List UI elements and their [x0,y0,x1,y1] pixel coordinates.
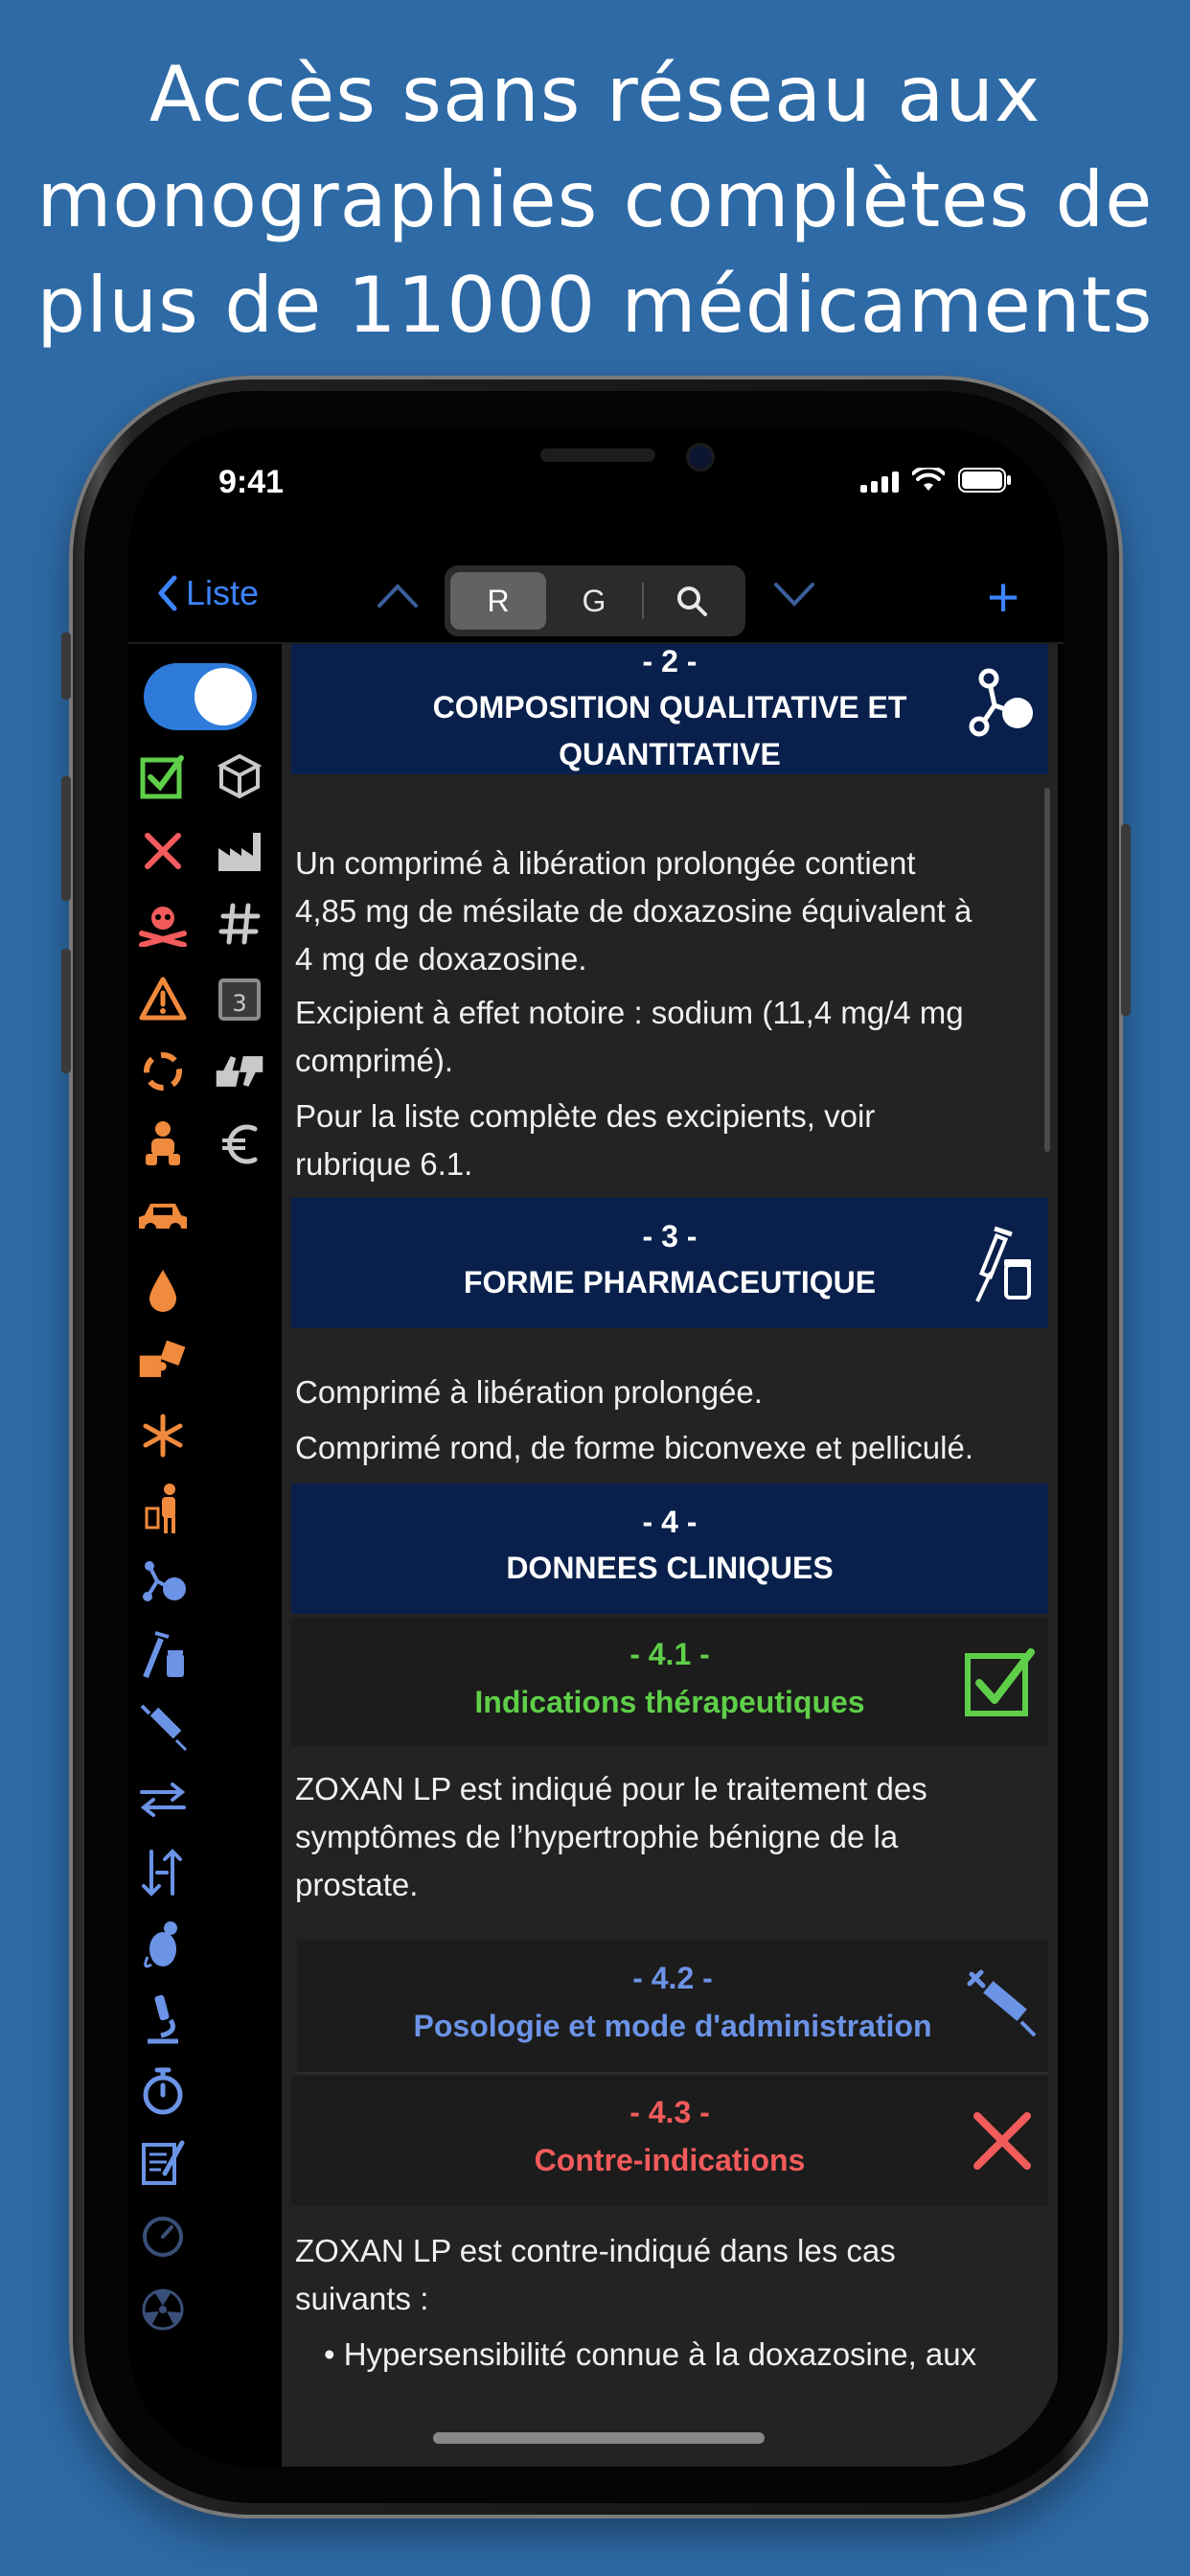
subsection-4-1-title: Indications thérapeutiques [474,1685,865,1719]
monograph-content [282,644,1058,2467]
radiation-icon[interactable] [136,2283,190,2336]
text-line: 4,85 mg de mésilate de doxazosine équivalent à [295,893,973,929]
front-camera [686,443,715,472]
headline-line-3: plus de 11000 médicaments [36,261,1154,350]
pregnancy-icon[interactable] [136,1117,190,1171]
silent-switch [61,632,71,700]
back-label: Liste [186,573,260,612]
view-segmented-control [445,565,745,636]
text-line: symptômes de l’hypertrophie bénigne de la [295,1819,899,1854]
side-button [1121,824,1131,1016]
text-line: ZOXAN LP est indiqué pour le traitement des [295,1771,927,1806]
search-icon [675,585,708,617]
stopwatch-icon[interactable] [136,2064,190,2118]
car-icon[interactable] [136,1190,190,1244]
elderly-icon[interactable] [136,1482,190,1535]
poison-icon[interactable] [136,897,190,951]
section-3-title: FORME PHARMACEUTIQUE [463,1265,877,1300]
checkbox-icon [964,1644,1037,1717]
svg-text:3: 3 [232,990,247,1017]
section-2-paragraph-3 [295,1092,1042,1188]
section-2-header[interactable] [291,644,1048,774]
molecule-icon[interactable] [136,1554,190,1608]
home-indicator[interactable] [433,2432,765,2444]
factory-icon[interactable] [213,824,266,878]
syringe-vial-icon [970,1225,1033,1305]
text-line: Pour la liste complète des excipients, voir [295,1098,876,1134]
subsection-4-2-header[interactable] [297,1940,1048,2072]
volume-down-button [61,949,71,1073]
cellular-signal-icon [860,470,899,493]
subsection-4-3-header[interactable] [291,2076,1048,2206]
section-4-title: DONNEES CLINIQUES [506,1551,834,1585]
volume-up-button [61,776,71,901]
rat-icon[interactable] [136,1919,190,1972]
subsection-4-1-header[interactable] [291,1618,1048,1746]
close-icon [972,2110,1033,2172]
text-line: comprimé). [295,1043,454,1078]
text-line: Excipient à effet notoire : sodium (11,4 mg/4 mg [295,995,964,1030]
section-2-title-line-2: QUANTITATIVE [559,737,781,771]
text-line: Un comprimé à libération prolongée contient [295,845,916,881]
wifi-icon [912,468,945,493]
subsection-4-3-paragraph [295,2227,1042,2323]
close-icon[interactable] [136,824,190,878]
phone-screen [128,427,1064,2467]
box-icon[interactable] [213,749,266,803]
headline [0,42,1190,358]
section-2-paragraph-2 [295,989,1042,1085]
section-2-title-line-1: COMPOSITION QUALITATIVE ET [432,690,907,724]
section-3-paragraph-1: Comprimé à libération prolongée. [295,1374,763,1410]
section-3-header[interactable] [291,1198,1048,1328]
next-section-chevron-down-icon[interactable] [772,581,816,610]
text-line: ZOXAN LP est contre-indiqué dans les cas [295,2233,896,2268]
snowflake-icon[interactable] [136,1409,190,1462]
add-button[interactable]: + [987,566,1019,629]
molecule-icon [962,667,1035,740]
headline-line-2: monographies complètes de [36,155,1154,244]
checkbox-icon[interactable] [136,749,190,803]
calendar-icon[interactable] [213,972,266,1025]
section-3-number: - 3 - [642,1219,698,1254]
battery-icon [958,468,1012,493]
navigation-bar [128,552,1064,644]
microscope-icon[interactable] [136,1991,190,2045]
sidebar [128,644,278,2467]
subsection-4-2-number: - 4.2 - [632,1961,713,1995]
text-line: 4 mg de doxazosine. [295,941,587,977]
section-3-paragraph-2: Comprimé rond, de forme biconvexe et pelliculé. [295,1430,974,1465]
section-2-paragraph-1 [295,840,1042,983]
subsection-4-3-bullet: • Hypersensibilité connue à la doxazosine, aux [324,2336,977,2372]
puzzle-icon[interactable] [136,1336,190,1390]
document-pen-icon[interactable] [136,2137,190,2191]
toggle-knob [195,668,252,725]
syringe-vial-icon[interactable] [136,1627,190,1681]
thumbs-icon[interactable] [213,1045,266,1098]
syringe-icon [966,1968,1039,2041]
gauge-icon[interactable] [136,2210,190,2264]
notch [358,427,834,502]
syringe-icon[interactable] [136,1700,190,1754]
swap-icon[interactable] [136,1773,190,1827]
drop-icon[interactable] [136,1263,190,1317]
back-button[interactable] [155,573,259,613]
interaction-cycle-icon[interactable] [136,1045,190,1098]
euro-icon[interactable] [213,1117,266,1171]
subsection-4-3-title: Contre-indications [534,2143,806,2177]
text-line: rubrique 6.1. [295,1146,473,1182]
subsection-4-1-number: - 4.1 - [629,1637,710,1671]
text-line: suivants : [295,2281,429,2316]
subsection-4-1-paragraph [295,1765,1042,1909]
text-line: prostate. [295,1867,419,1902]
sort-icon[interactable] [136,1846,190,1899]
speaker [540,448,655,462]
section-4-number: - 4 - [642,1505,698,1539]
segment-r[interactable]: R [450,572,546,630]
segment-search[interactable] [644,572,740,630]
status-time: 9:41 [218,464,285,500]
warning-icon[interactable] [136,972,190,1025]
scroll-indicator[interactable] [1044,788,1050,1152]
subsection-4-3-number: - 4.3 - [629,2095,710,2129]
previous-section-chevron-up-icon[interactable] [376,581,420,610]
subsection-4-2-title: Posologie et mode d'administration [413,2009,932,2043]
segment-g[interactable]: G [582,583,606,618]
hash-icon[interactable] [213,897,266,951]
divider [297,2072,1048,2074]
status-icons [860,468,1012,493]
chevron-left-icon [155,574,178,612]
sidebar-toggle[interactable] [144,663,257,730]
headline-line-1: Accès sans réseau aux [149,50,1041,139]
section-4-header[interactable] [291,1484,1048,1614]
section-2-number: - 2 - [642,644,698,678]
